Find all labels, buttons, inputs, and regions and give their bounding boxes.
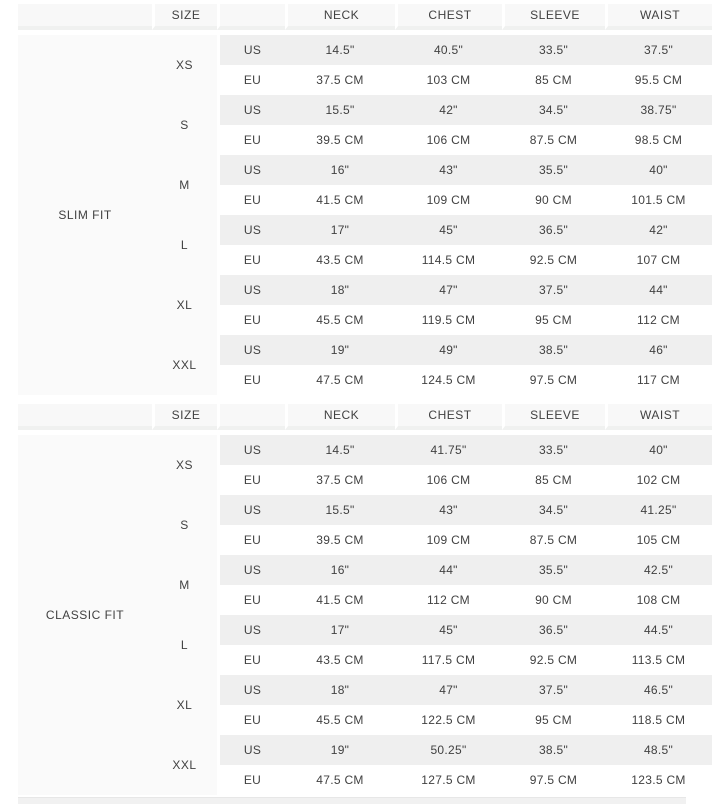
- measurement-value: 44": [605, 275, 712, 305]
- measurement-value: 95.5 CM: [605, 65, 712, 95]
- unit-label: EU: [217, 365, 285, 395]
- measurement-value: 40": [605, 435, 712, 465]
- unit-label: EU: [217, 65, 285, 95]
- measurement-value: 41.25": [605, 495, 712, 525]
- unit-label: EU: [217, 525, 285, 555]
- column-header-size: SIZE: [152, 4, 217, 30]
- unit-label: EU: [217, 585, 285, 615]
- measurement-value: 113.5 CM: [605, 645, 712, 675]
- measurement-value: 34.5": [502, 495, 605, 525]
- measurement-value: 117.5 CM: [395, 645, 502, 675]
- size-label: M: [152, 555, 217, 615]
- measurement-value: 95 CM: [502, 705, 605, 735]
- column-header-chest: CHEST: [395, 404, 502, 430]
- column-header-row: [18, 4, 712, 30]
- measurement-value: 16": [285, 555, 395, 585]
- measurement-value: 16": [285, 155, 395, 185]
- measurement-value: 95 CM: [502, 305, 605, 335]
- unit-label: US: [217, 555, 285, 585]
- column-header-waist: WAIST: [605, 4, 712, 30]
- measurement-value: 44.5": [605, 615, 712, 645]
- measurement-value: 19": [285, 335, 395, 365]
- measurement-value: 47": [395, 675, 502, 705]
- measurement-value: 18": [285, 675, 395, 705]
- unit-label: EU: [217, 645, 285, 675]
- column-header-row: [18, 404, 712, 430]
- measurement-value: 123.5 CM: [605, 765, 712, 795]
- size-label: XXL: [152, 735, 217, 795]
- measurement-value: 43.5 CM: [285, 645, 395, 675]
- measurement-value: 106 CM: [395, 125, 502, 155]
- measurement-value: 33.5": [502, 435, 605, 465]
- unit-label: US: [217, 155, 285, 185]
- unit-label: US: [217, 95, 285, 125]
- measurement-value: 117 CM: [605, 365, 712, 395]
- measurement-value: 37.5 CM: [285, 65, 395, 95]
- size-label: L: [152, 215, 217, 275]
- measurement-value: 108 CM: [605, 585, 712, 615]
- measurement-value: 14.5": [285, 435, 395, 465]
- measurement-value: 46.5": [605, 675, 712, 705]
- measurement-row: [18, 35, 712, 65]
- unit-label: US: [217, 275, 285, 305]
- measurement-value: 37.5": [605, 35, 712, 65]
- measurement-value: 39.5 CM: [285, 525, 395, 555]
- unit-label: EU: [217, 765, 285, 795]
- measurement-value: 114.5 CM: [395, 245, 502, 275]
- measurement-value: 92.5 CM: [502, 645, 605, 675]
- measurement-value: 98.5 CM: [605, 125, 712, 155]
- measurement-value: 33.5": [502, 35, 605, 65]
- measurement-value: 43": [395, 155, 502, 185]
- measurement-value: 37.5": [502, 275, 605, 305]
- measurement-value: 35.5": [502, 555, 605, 585]
- measurement-value: 107 CM: [605, 245, 712, 275]
- measurement-value: 87.5 CM: [502, 525, 605, 555]
- measurement-value: 45.5 CM: [285, 305, 395, 335]
- partial-next-section-bar: [18, 797, 686, 804]
- measurement-value: 45": [395, 215, 502, 245]
- column-header-unit-empty: [217, 404, 285, 430]
- unit-label: US: [217, 35, 285, 65]
- measurement-value: 45": [395, 615, 502, 645]
- column-header-waist: WAIST: [605, 404, 712, 430]
- measurement-value: 38.5": [502, 335, 605, 365]
- measurement-value: 42.5": [605, 555, 712, 585]
- column-header-fit-empty: [18, 404, 152, 430]
- measurement-value: 47": [395, 275, 502, 305]
- unit-label: EU: [217, 125, 285, 155]
- measurement-value: 106 CM: [395, 465, 502, 495]
- measurement-value: 38.75": [605, 95, 712, 125]
- measurement-value: 102 CM: [605, 465, 712, 495]
- measurement-value: 97.5 CM: [502, 765, 605, 795]
- measurement-value: 112 CM: [605, 305, 712, 335]
- measurement-value: 18": [285, 275, 395, 305]
- measurement-value: 35.5": [502, 155, 605, 185]
- measurement-value: 97.5 CM: [502, 365, 605, 395]
- size-label: XL: [152, 275, 217, 335]
- measurement-value: 103 CM: [395, 65, 502, 95]
- measurement-value: 43": [395, 495, 502, 525]
- slim-fit-size-table: [18, 4, 712, 395]
- measurement-value: 42": [395, 95, 502, 125]
- fit-label: CLASSIC FIT: [18, 435, 152, 795]
- column-header-fit-empty: [18, 4, 152, 30]
- column-header-neck: NECK: [285, 404, 395, 430]
- measurement-value: 40.5": [395, 35, 502, 65]
- measurement-value: 112 CM: [395, 585, 502, 615]
- measurement-value: 127.5 CM: [395, 765, 502, 795]
- measurement-value: 17": [285, 215, 395, 245]
- measurement-value: 48.5": [605, 735, 712, 765]
- column-header-unit-empty: [217, 4, 285, 30]
- size-label: S: [152, 495, 217, 555]
- measurement-value: 122.5 CM: [395, 705, 502, 735]
- measurement-value: 39.5 CM: [285, 125, 395, 155]
- measurement-value: 43.5 CM: [285, 245, 395, 275]
- measurement-value: 17": [285, 615, 395, 645]
- measurement-value: 85 CM: [502, 465, 605, 495]
- measurement-value: 92.5 CM: [502, 245, 605, 275]
- measurement-value: 105 CM: [605, 525, 712, 555]
- measurement-value: 118.5 CM: [605, 705, 712, 735]
- measurement-value: 50.25": [395, 735, 502, 765]
- measurement-value: 44": [395, 555, 502, 585]
- measurement-value: 40": [605, 155, 712, 185]
- measurement-value: 46": [605, 335, 712, 365]
- unit-label: US: [217, 675, 285, 705]
- measurement-value: 90 CM: [502, 585, 605, 615]
- unit-label: EU: [217, 465, 285, 495]
- size-label: S: [152, 95, 217, 155]
- unit-label: US: [217, 435, 285, 465]
- column-header-sleeve: SLEEVE: [502, 404, 605, 430]
- classic-fit-size-table: [18, 404, 712, 795]
- measurement-value: 36.5": [502, 215, 605, 245]
- measurement-value: 90 CM: [502, 185, 605, 215]
- measurement-value: 37.5 CM: [285, 465, 395, 495]
- size-label: XXL: [152, 335, 217, 395]
- unit-label: US: [217, 615, 285, 645]
- size-label: XS: [152, 35, 217, 95]
- unit-label: US: [217, 335, 285, 365]
- unit-label: US: [217, 735, 285, 765]
- unit-label: US: [217, 215, 285, 245]
- measurement-value: 109 CM: [395, 185, 502, 215]
- measurement-value: 101.5 CM: [605, 185, 712, 215]
- measurement-value: 119.5 CM: [395, 305, 502, 335]
- measurement-value: 38.5": [502, 735, 605, 765]
- size-label: XL: [152, 675, 217, 735]
- size-label: L: [152, 615, 217, 675]
- measurement-value: 19": [285, 735, 395, 765]
- measurement-value: 124.5 CM: [395, 365, 502, 395]
- column-header-sleeve: SLEEVE: [502, 4, 605, 30]
- measurement-value: 14.5": [285, 35, 395, 65]
- measurement-value: 41.5 CM: [285, 185, 395, 215]
- unit-label: US: [217, 495, 285, 525]
- measurement-value: 15.5": [285, 95, 395, 125]
- measurement-value: 41.5 CM: [285, 585, 395, 615]
- measurement-value: 37.5": [502, 675, 605, 705]
- size-label: XS: [152, 435, 217, 495]
- measurement-value: 47.5 CM: [285, 765, 395, 795]
- column-header-size: SIZE: [152, 404, 217, 430]
- measurement-value: 85 CM: [502, 65, 605, 95]
- unit-label: EU: [217, 245, 285, 275]
- measurement-value: 34.5": [502, 95, 605, 125]
- unit-label: EU: [217, 705, 285, 735]
- measurement-value: 109 CM: [395, 525, 502, 555]
- measurement-value: 47.5 CM: [285, 365, 395, 395]
- measurement-value: 49": [395, 335, 502, 365]
- fit-label: SLIM FIT: [18, 35, 152, 395]
- column-header-chest: CHEST: [395, 4, 502, 30]
- column-header-neck: NECK: [285, 4, 395, 30]
- measurement-row: [18, 435, 712, 465]
- measurement-value: 36.5": [502, 615, 605, 645]
- unit-label: EU: [217, 305, 285, 335]
- unit-label: EU: [217, 185, 285, 215]
- size-label: M: [152, 155, 217, 215]
- measurement-value: 42": [605, 215, 712, 245]
- measurement-value: 15.5": [285, 495, 395, 525]
- measurement-value: 41.75": [395, 435, 502, 465]
- measurement-value: 45.5 CM: [285, 705, 395, 735]
- measurement-value: 87.5 CM: [502, 125, 605, 155]
